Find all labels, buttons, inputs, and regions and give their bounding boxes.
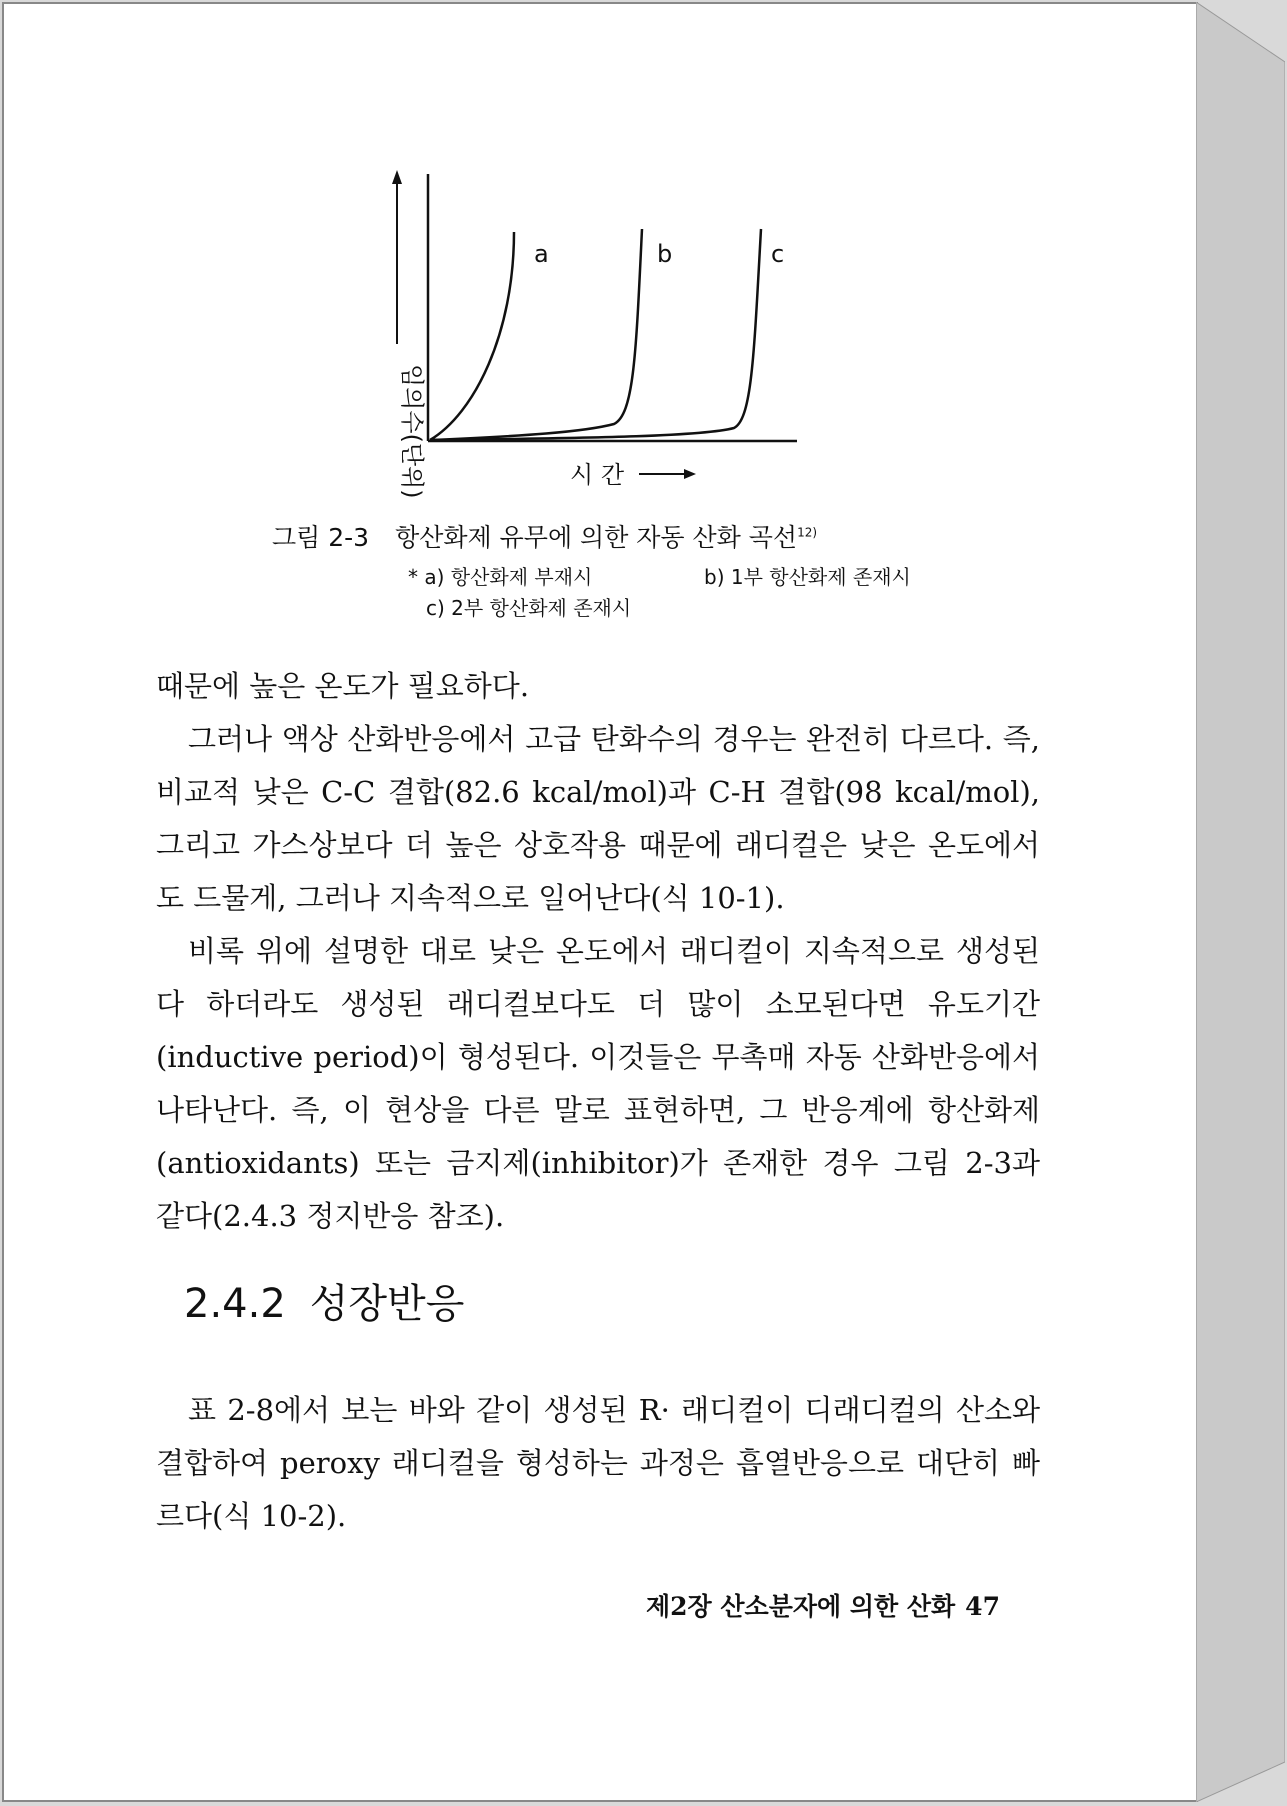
curve-label-b: b: [657, 240, 673, 268]
curve-a: [430, 232, 514, 440]
page-number: 47: [965, 1592, 1000, 1621]
y-label-arrow-head: [392, 170, 402, 184]
x-axis-label: 시 간: [570, 461, 624, 489]
section-title-text: 성장반응: [309, 1281, 465, 1327]
book-page: [2, 2, 1198, 1802]
figure-note-c: c) 2부 항산화제 존재시: [426, 596, 632, 620]
chapter-title: 제2장 산소분자에 의한 산화: [646, 1592, 956, 1621]
curve-c: [430, 229, 761, 440]
page-footer: [646, 1587, 1000, 1623]
paragraph-2: 그러나 액상 산화반응에서 고급 탄화수의 경우는 완전히 다르다. 즉, 비교적 낮은 C-C 결합(82.6 kcal/mol)과 C-H 결합(98 kcal/mol), 그리고 가스상보다 더 높은 상호작용 때문에 래디컬은 낮은 온도에서도 드물게, 그러나 지속적으로 일어난다(식 10-1).: [156, 722, 1040, 915]
curve-label-c: c: [771, 240, 785, 268]
book-page-edge: [1196, 2, 1285, 1802]
figure-caption-ref: 12): [797, 525, 818, 540]
figure-number: 그림 2-3: [272, 523, 370, 552]
curve-label-a: a: [534, 240, 549, 268]
section-heading: [184, 1272, 464, 1329]
section-number: 2.4.2: [184, 1281, 286, 1327]
figure-caption-text: 항산화제 유무에 의한 자동 산화 곡선: [395, 523, 798, 552]
body-text-upper: [156, 660, 1040, 1243]
paragraph-3: 비록 위에 설명한 대로 낮은 온도에서 래디컬이 지속적으로 생성된다 하더라도 생성된 래디컬보다도 더 많이 소모된다면 유도기간 (inductive period)이 형성된다. 이것들은 무촉매 자동 산화반응에서 나타난다. 즉, 이 현상을 다른 말로 표현하면, 그 반응계에 항산화제(antioxidants) 또는 금지제(inhibitor)가 존재한 경우 그림 2-3과 같다(2.4.3 정지반응 참조).: [156, 934, 1040, 1233]
figure-caption: [272, 518, 817, 554]
figure-note-a: * a) 항산화제 부재시: [408, 565, 593, 589]
y-axis-label: 임의수(단위): [398, 364, 426, 499]
body-text-lower: [156, 1384, 1040, 1543]
x-label-arrow-head: [684, 469, 696, 479]
paragraph-4: 표 2-8에서 보는 바와 같이 생성된 R· 래디컬이 디래디컬의 산소와 결합하여 peroxy 래디컬을 형성하는 과정은 흡열반응으로 대단히 빠르다(식 10-2).: [156, 1393, 1040, 1533]
paragraph-1: 때문에 높은 온도가 필요하다.: [156, 669, 530, 703]
figure-note-b: b) 1부 항산화제 존재시: [704, 565, 911, 589]
